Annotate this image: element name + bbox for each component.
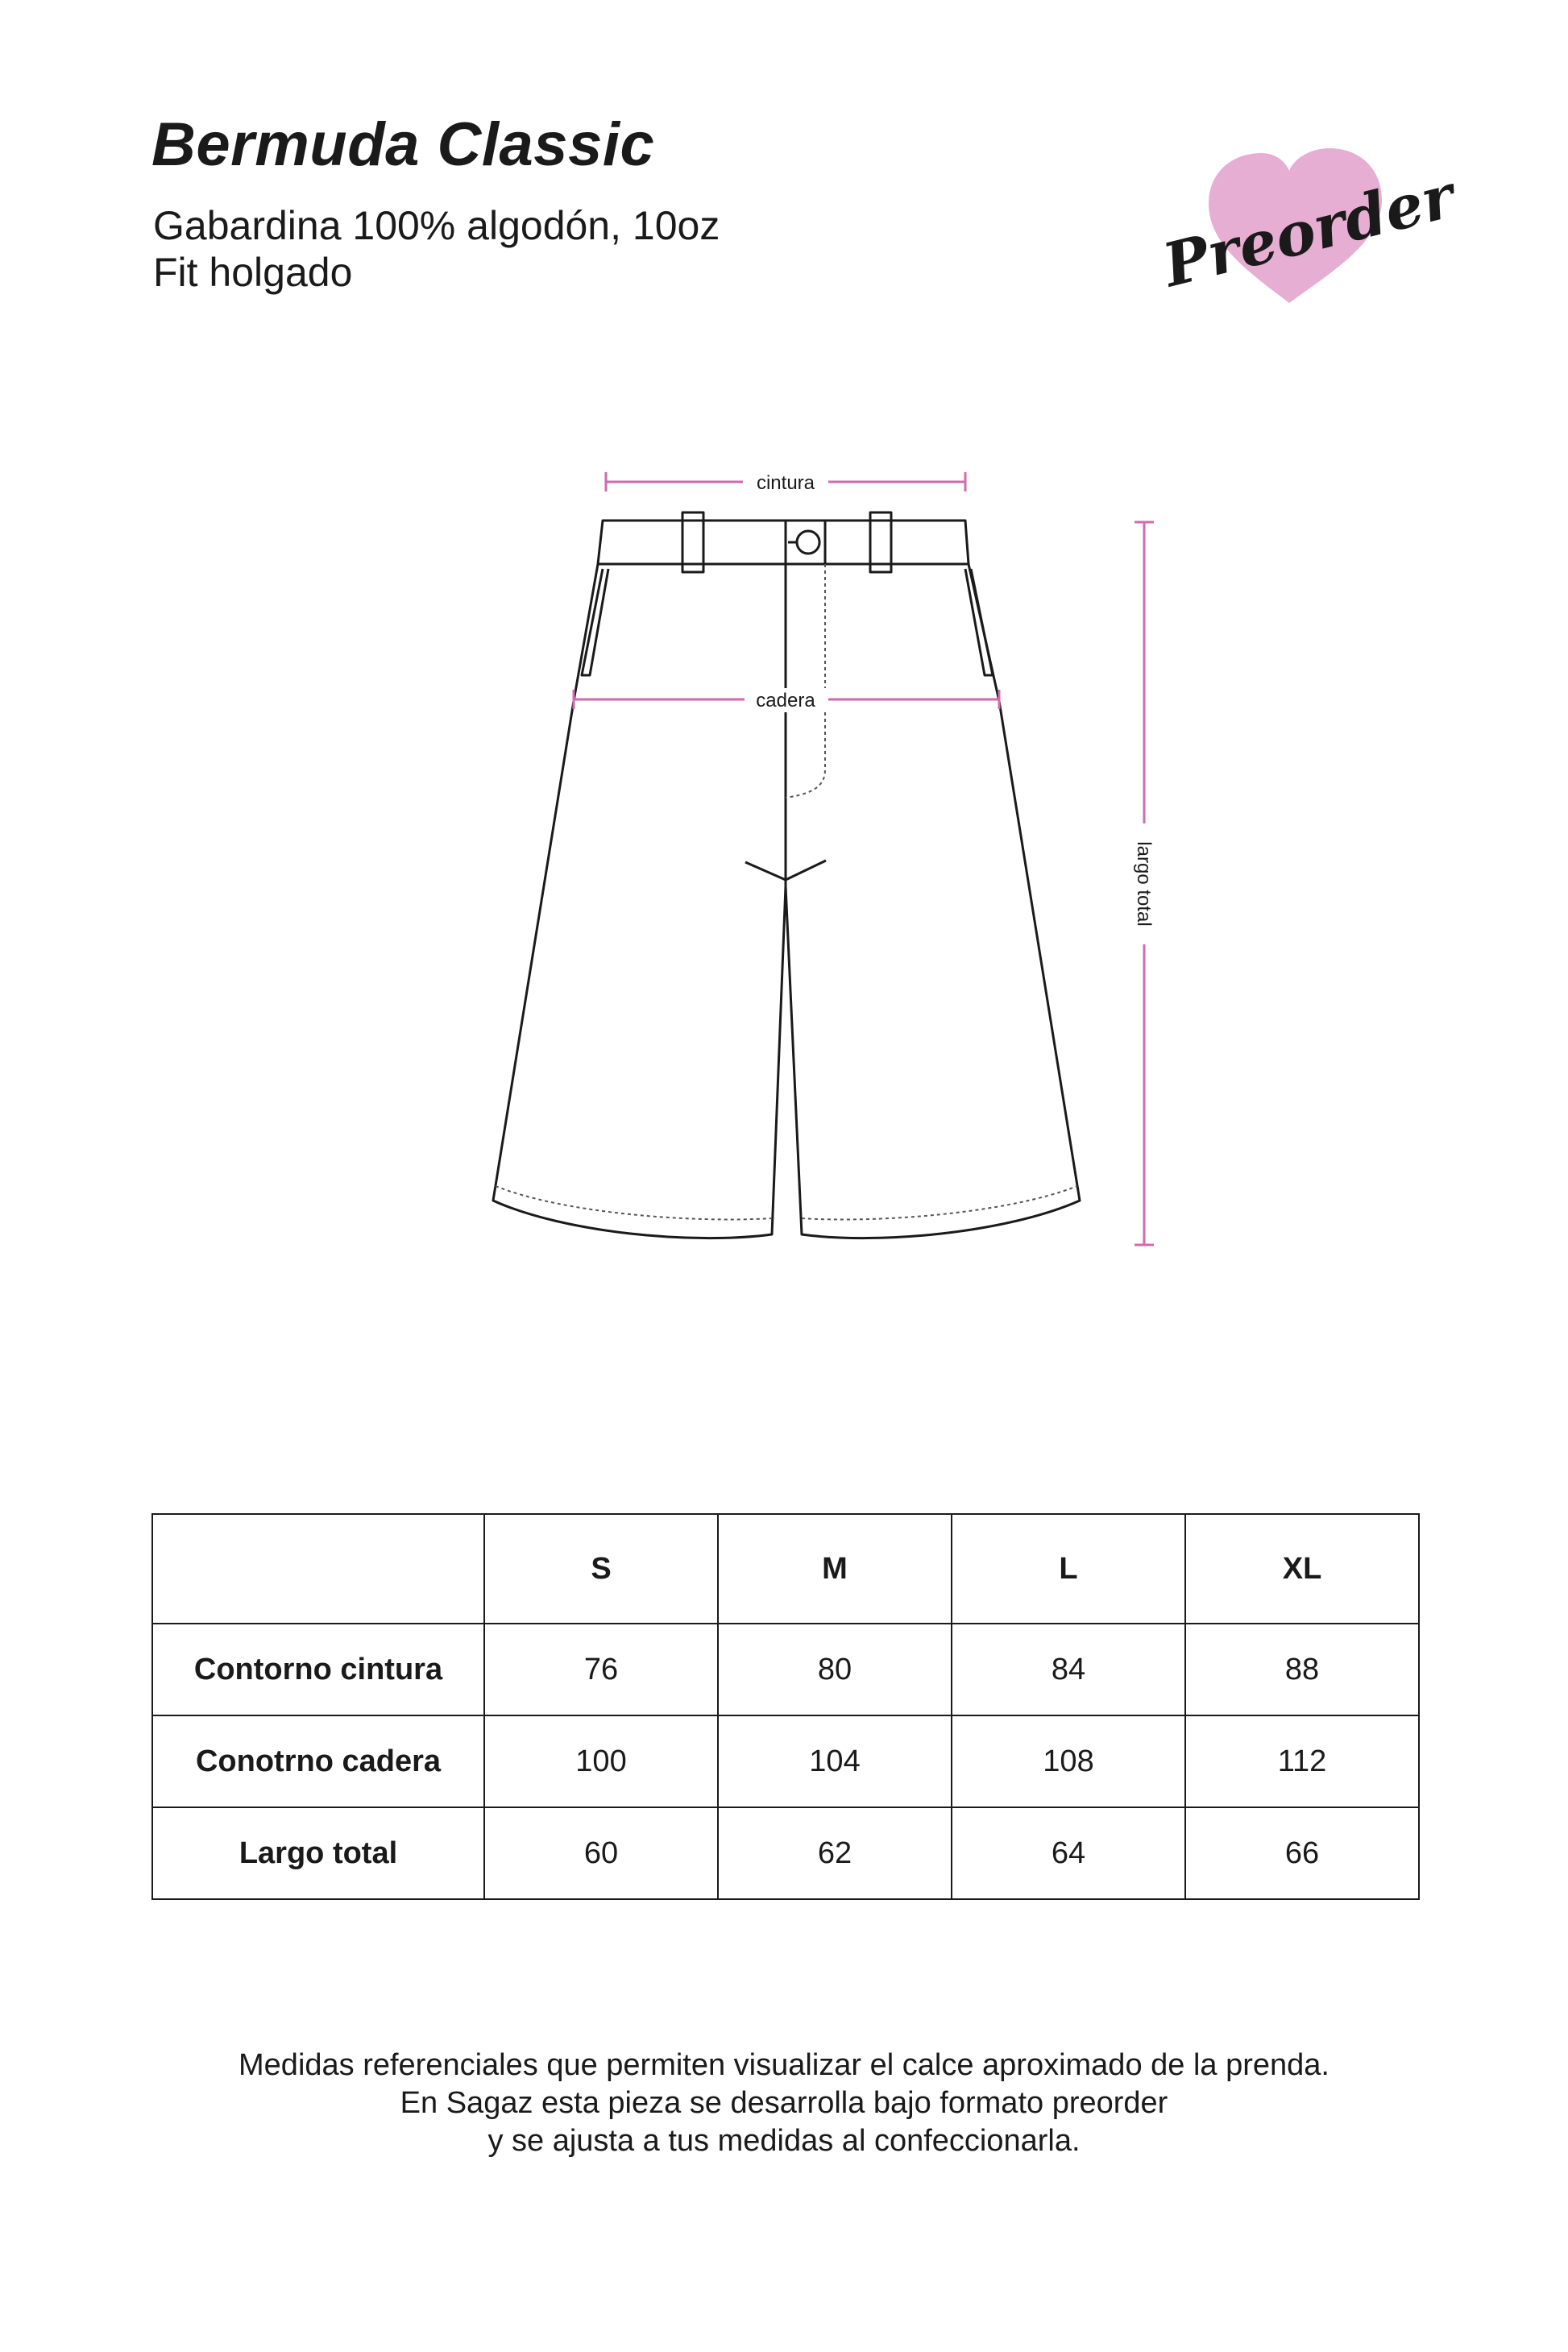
table-cell: 88	[1185, 1624, 1419, 1715]
size-chart-table	[151, 1513, 1420, 1900]
table-row	[152, 1715, 1419, 1807]
hem-stitching-left	[496, 1186, 772, 1219]
footer-line: y se ajusta a tus medidas al confeccionarla.	[487, 2124, 1081, 2158]
table-cell: 80	[718, 1624, 952, 1715]
row-label: Largo total	[152, 1807, 484, 1899]
table-cell: 66	[1185, 1807, 1419, 1899]
length-measure-label: largo total	[1133, 841, 1155, 927]
product-title: Bermuda Classic	[151, 110, 655, 179]
size-header-l: L	[952, 1514, 1185, 1624]
table-cell: 104	[718, 1715, 952, 1807]
table-header-corner	[152, 1514, 484, 1624]
table-cell: 76	[484, 1624, 718, 1715]
fly-stitching	[786, 564, 825, 798]
size-header-s: S	[484, 1514, 718, 1624]
table-cell: 62	[718, 1807, 952, 1899]
row-label: Contorno cintura	[152, 1624, 484, 1715]
table-cell: 60	[484, 1807, 718, 1899]
footer-note	[0, 2047, 1568, 2160]
product-fabric: Gabardina 100% algodón, 10oz	[153, 203, 720, 248]
table-cell: 64	[952, 1807, 1185, 1899]
size-header-m: M	[718, 1514, 952, 1624]
preorder-badge	[1152, 135, 1462, 321]
waist-measure-label: cintura	[756, 472, 815, 494]
waistband	[598, 521, 969, 564]
table-cell: 112	[1185, 1715, 1419, 1807]
table-row	[152, 1624, 1419, 1715]
row-label: Conotrno cadera	[152, 1715, 484, 1807]
table-row	[152, 1807, 1419, 1899]
hem-stitching-right	[802, 1186, 1077, 1219]
table-header-row	[152, 1514, 1419, 1624]
size-header-xl: XL	[1185, 1514, 1419, 1624]
footer-line: Medidas referenciales que permiten visualizar el calce aproximado de la prenda.	[239, 2048, 1329, 2082]
button-icon	[797, 531, 819, 554]
footer-line: En Sagaz esta pieza se desarrolla bajo formato preorder	[400, 2086, 1168, 2120]
product-fit: Fit holgado	[153, 250, 353, 295]
pocket-right	[965, 569, 993, 675]
table-cell: 84	[952, 1624, 1185, 1715]
table-cell: 108	[952, 1715, 1185, 1807]
bermuda-technical-drawing	[467, 451, 1176, 1257]
preorder-text: Preorder	[1156, 161, 1462, 301]
hip-measure-label: cadera	[756, 690, 815, 711]
table-cell: 100	[484, 1715, 718, 1807]
